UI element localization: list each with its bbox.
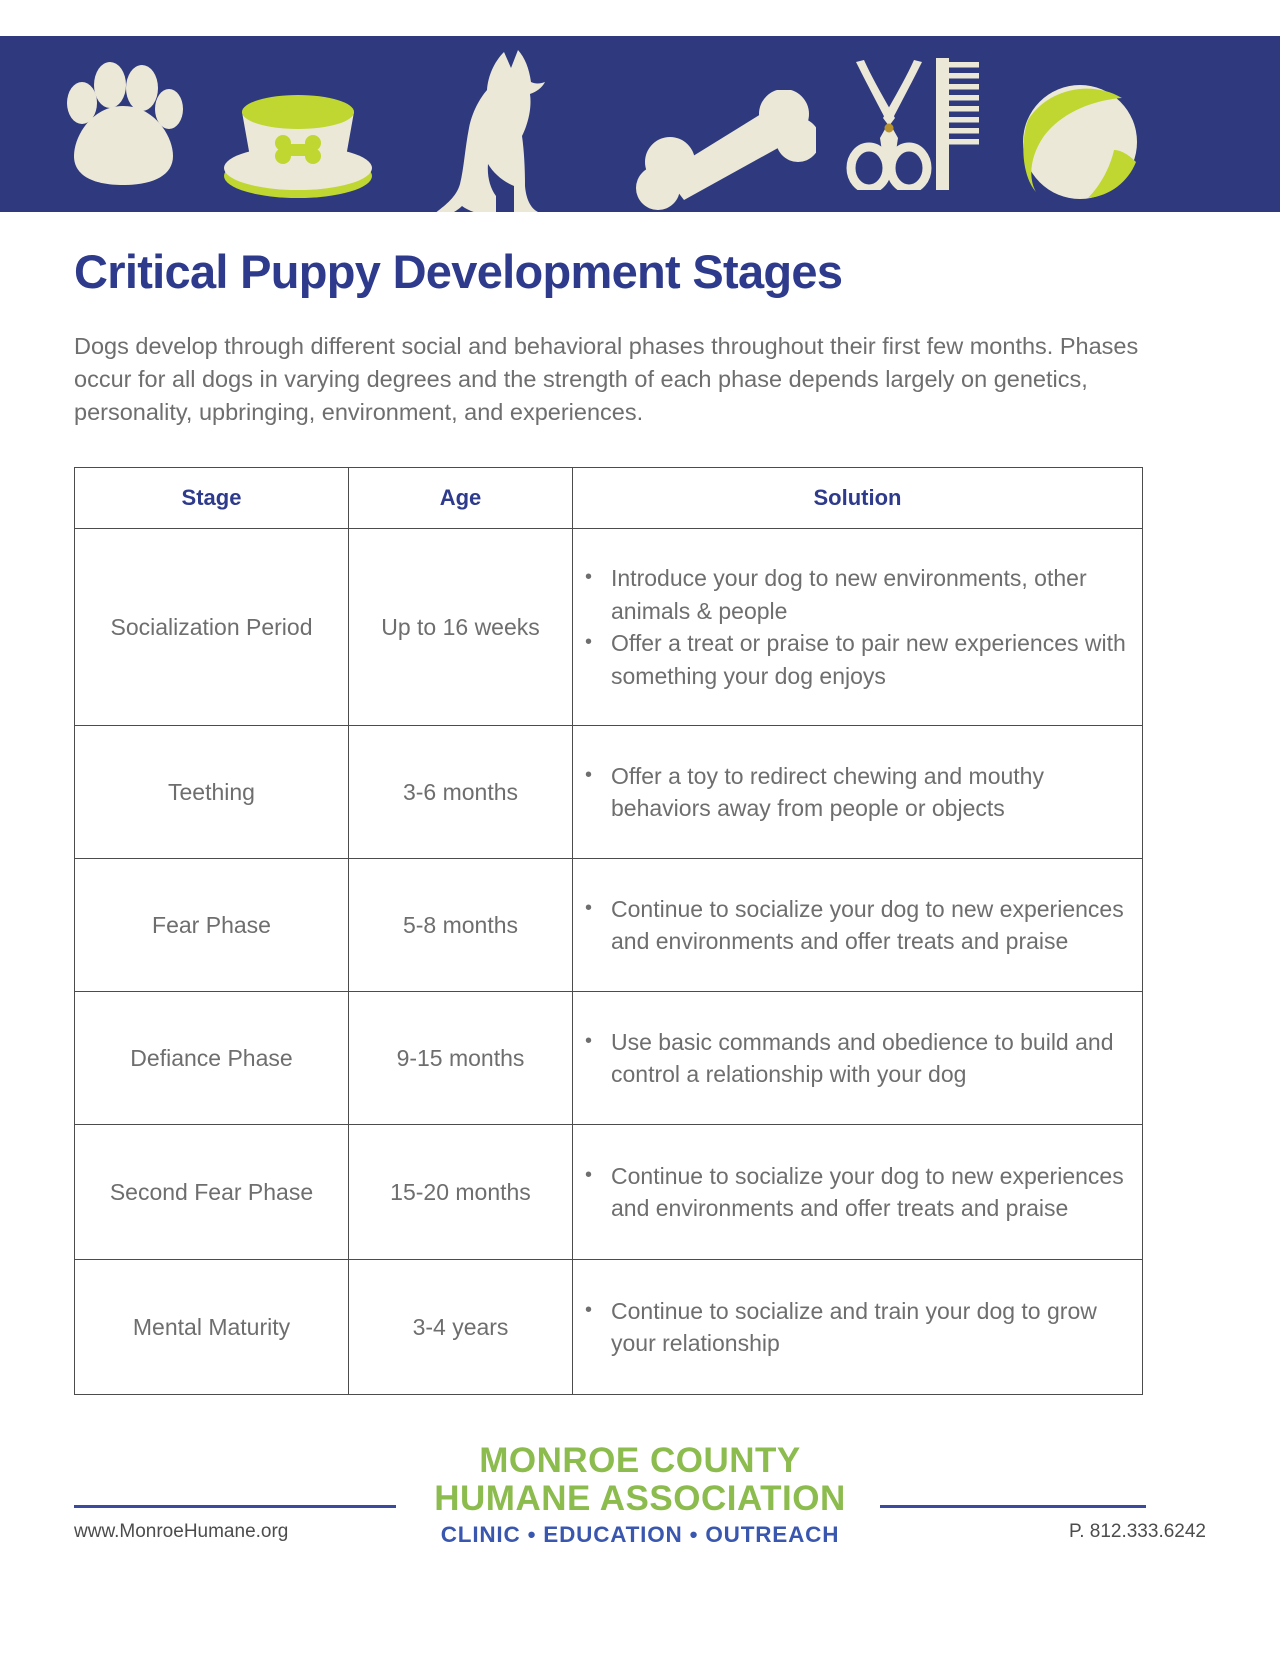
solution-list <box>573 1295 1142 1360</box>
solution-bullet: • Offer a treat or praise to pair new experiences with something your dog enjoys <box>573 627 1142 692</box>
cell-solution <box>573 1125 1143 1260</box>
cell-age: 3-4 years <box>349 1260 573 1395</box>
table-row <box>75 859 1143 992</box>
footer-rule-left <box>74 1505 396 1508</box>
cell-stage: Teething <box>75 726 349 859</box>
sitting-dog-icon <box>432 46 582 212</box>
puppy-stages-table <box>74 467 1143 1395</box>
solution-bullet: • Use basic commands and obedience to build and control a relationship with your dog <box>573 1026 1142 1091</box>
column-header-stage: Stage <box>75 468 349 529</box>
table-row <box>75 992 1143 1125</box>
cell-stage: Defiance Phase <box>75 992 349 1125</box>
solution-bullet: • Continue to socialize your dog to new experiences and environments and offer treats and praise <box>573 893 1142 958</box>
table-row <box>75 529 1143 726</box>
table-row <box>75 1260 1143 1395</box>
scissors-icon <box>846 60 932 190</box>
cell-age: 15-20 months <box>349 1125 573 1260</box>
logo-line-humane-association: HUMANE ASSOCIATION <box>434 1479 846 1518</box>
table-row <box>75 726 1143 859</box>
cell-age: 3-6 months <box>349 726 573 859</box>
cell-solution <box>573 1260 1143 1395</box>
cell-solution <box>573 992 1143 1125</box>
footer-website-link[interactable]: www.MonroeHumane.org <box>74 1521 289 1542</box>
solution-list <box>573 562 1142 692</box>
table-header-row <box>75 468 1143 529</box>
column-header-solution: Solution <box>573 468 1143 529</box>
cell-stage: Fear Phase <box>75 859 349 992</box>
page-title: Critical Puppy Development Stages <box>74 245 843 298</box>
table-row <box>75 1125 1143 1260</box>
solution-bullet: • Continue to socialize your dog to new experiences and environments and offer treats and praise <box>573 1160 1142 1225</box>
footer-phone-number: P. 812.333.6242 <box>1068 1521 1206 1542</box>
intro-paragraph: Dogs develop through different social and behavioral phases throughout their first few months. Phases occur for all dogs in varying degrees and the strength of each phase depends largely on genetics, personality, upbringing, environment, and experiences. <box>74 333 1139 425</box>
solution-list <box>573 760 1142 825</box>
cell-stage: Socialization Period <box>75 529 349 726</box>
logo-line-monroe-county: MONROE COUNTY <box>479 1441 801 1480</box>
solution-list <box>573 1160 1142 1225</box>
solution-bullet: • Introduce your dog to new environments, other animals & people <box>573 562 1142 627</box>
column-header-age: Age <box>349 468 573 529</box>
solution-bullet: • Offer a toy to redirect chewing and mouthy behaviors away from people or objects <box>573 760 1142 825</box>
cell-age: 5-8 months <box>349 859 573 992</box>
cell-stage: Mental Maturity <box>75 1260 349 1395</box>
cell-age: Up to 16 weeks <box>349 529 573 726</box>
cell-solution <box>573 529 1143 726</box>
cell-solution <box>573 726 1143 859</box>
logo-line-tagline: CLINIC • EDUCATION • OUTREACH <box>440 1522 840 1547</box>
paw-print-icon <box>58 58 188 190</box>
header-band <box>0 36 1280 212</box>
ball-icon <box>1018 84 1142 200</box>
footer-rule-right <box>880 1505 1146 1508</box>
organization-logo <box>430 1442 850 1550</box>
cell-solution <box>573 859 1143 992</box>
page-footer <box>0 1424 1280 1656</box>
cell-stage: Second Fear Phase <box>75 1125 349 1260</box>
bone-icon <box>636 90 816 210</box>
solution-list <box>573 1026 1142 1091</box>
solution-list <box>573 893 1142 958</box>
solution-bullet: • Continue to socialize and train your dog to grow your relationship <box>573 1295 1142 1360</box>
food-bowl-icon <box>222 94 374 202</box>
header-icon-strip <box>0 36 1280 212</box>
comb-icon <box>936 58 980 190</box>
cell-age: 9-15 months <box>349 992 573 1125</box>
